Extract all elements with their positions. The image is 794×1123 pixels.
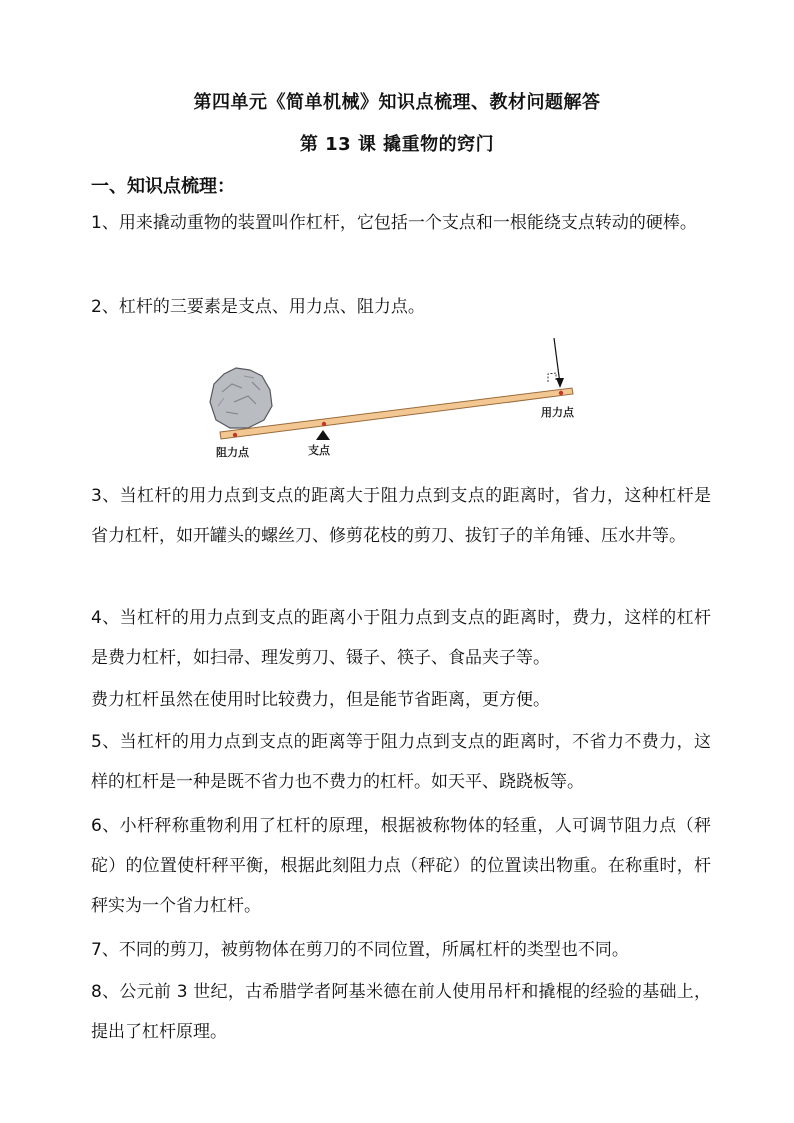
label-fulcrum: 支点 bbox=[308, 444, 330, 457]
effort-point-dot bbox=[559, 391, 563, 395]
paragraph-5: 5、当杠杆的用力点到支点的距离等于阻力点到支点的距离时，不省力不费力，这样的杠杆是一种是既不省力也不费力的杠杆。如天平、跷跷板等。 bbox=[91, 732, 711, 792]
paragraph-6: 6、小杆秤称重物利用了杠杆的原理，根据被称物体的轻重，人可调节阻力点（秤砣）的位置使杆秤平衡，根据此刻阻力点（秤砣）的位置读出物重。在称重时，杆秤实为一个省力杠杆。 bbox=[91, 816, 711, 916]
label-effort-point: 用力点 bbox=[541, 406, 574, 419]
resistance-point-dot bbox=[233, 433, 237, 437]
lever-beam bbox=[220, 388, 573, 439]
paragraph-8: 8、公元前 3 世纪，古希腊学者阿基米德在前人使用吊杆和撬棍的经验的基础上，提出了杠杆原理。 bbox=[91, 982, 711, 1042]
fulcrum-point-dot bbox=[322, 422, 326, 426]
lever-diagram bbox=[204, 332, 604, 462]
paragraph-3: 3、当杠杆的用力点到支点的距离大于阻力点到支点的距离时，省力，这种杠杆是省力杠杆，如开罐头的螺丝刀、修剪花枝的剪刀、拔钉子的羊角锤、压水井等。 bbox=[91, 486, 711, 546]
paragraph-4: 4、当杠杆的用力点到支点的距离小于阻力点到支点的距离时，费力，这样的杠杆是费力杠杆，如扫帚、理发剪刀、镊子、筷子、食品夹子等。 bbox=[91, 608, 711, 668]
rock-illustration bbox=[210, 368, 272, 428]
paragraph-2: 2、杠杆的三要素是支点、用力点、阻力点。 bbox=[91, 297, 425, 317]
document-title: 第四单元《简单机械》知识点梳理、教材问题解答 bbox=[193, 92, 601, 113]
paragraph-1: 1、用来撬动重物的装置叫作杠杆，它包括一个支点和一根能绕支点转动的硬棒。 bbox=[91, 213, 697, 233]
label-resistance-point: 阻力点 bbox=[216, 446, 249, 459]
paragraph-4-note: 费力杠杆虽然在使用时比较费力，但是能节省距离，更方便。 bbox=[91, 690, 550, 710]
force-arrow bbox=[554, 338, 560, 384]
fulcrum-triangle bbox=[316, 430, 330, 440]
lesson-title: 第 13 课 撬重物的窍门 bbox=[299, 134, 495, 155]
paragraph-7: 7、不同的剪刀，被剪物体在剪刀的不同位置，所属杠杆的类型也不同。 bbox=[91, 940, 629, 960]
section-heading: 一、知识点梳理： bbox=[91, 176, 235, 197]
